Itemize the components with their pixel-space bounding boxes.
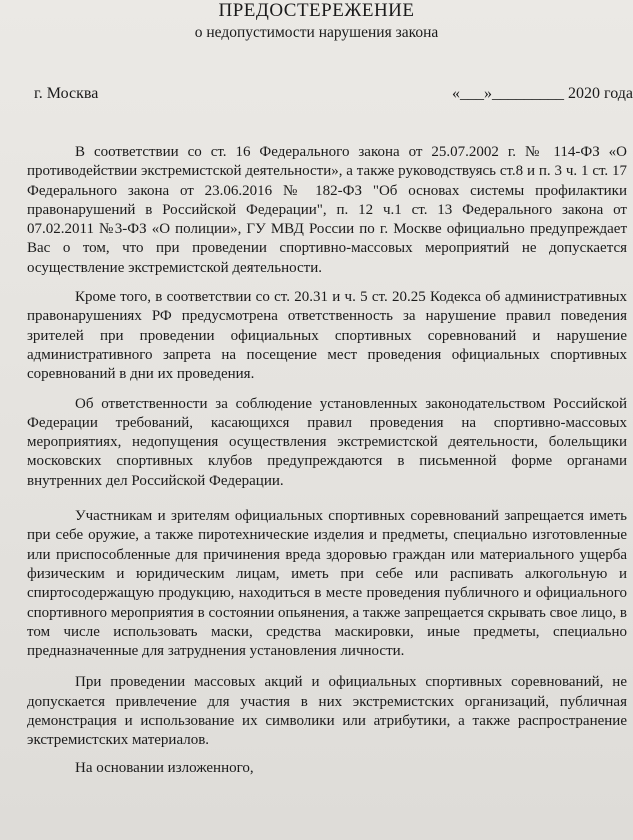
- paragraph-administrative-liability: Кроме того, в соответствии со ст. 20.31 и ч. 5 ст. 20.25 Кодекса об административных правонарушениях РФ предусмотрена ответственность за нарушение правил поведения зрителей при проведении официальных спортивных соревнований и нарушение административного запрета на посещение мест проведения официальных спортивных соревнований в дни их проведения.: [27, 289, 627, 383]
- paragraph-conclusion-start: На основании изложенного,: [75, 759, 254, 776]
- document-subtitle: о недопустимости нарушения закона: [194, 24, 439, 41]
- paragraph-mass-events: При проведении массовых акций и официальных спортивных соревнований, не допускается привлечение для участия в них экстремистских организаций, публичная демонстрация и использование их символики или атрибутики, а также распространение экстремистских материалов.: [27, 674, 627, 749]
- document-title: ПРЕДОСТЕРЕЖЕНИЕ: [218, 0, 415, 21]
- document-body: [27, 143, 627, 778]
- paragraph-responsibility: Об ответственности за соблюдение установленных законодательством Российской Федерации требований, касающихся правил проведения на спортивно-массовых мероприятиях, недопущения осуществления экстремистской деятельности, болельщики московских спортивных клубов предупреждаются в письменной форме органами внутренних дел Российской Федерации.: [27, 395, 627, 489]
- date-line: «___»_________ 2020 года: [452, 85, 633, 102]
- paragraph-prohibitions: Участникам и зрителям официальных спортивных соревнований запрещается иметь при себе оружие, а также пиротехнические изделия и предметы, специально изготовленные или приспособленные для причинения вреда здоровью граждан или материального ущерба физическим и юридическим лицам, иметь при себе или распивать алкогольную и спиртосодержащую продукцию, находиться в месте проведения публичного и официального спортивного мероприятия в состоянии опьянения, а также запрещается скрывать свое лицо, в том числе использовать маски, средства маскировки, иные предметы, специально предназначенные для затруднения установления личности.: [27, 508, 627, 660]
- city-label: г. Москва: [34, 85, 99, 102]
- paragraph-legal-basis: В соответствии со ст. 16 Федерального закона от 25.07.2002 г. № 114-ФЗ «О противодействии экстремистской деятельности», а также руководствуясь ст.8 и п. 3 ч. 1 ст. 17 Федерального закона от 23.06.2016 № 182-ФЗ "Об основах системы профилактики правонарушений в Российской Федерации", п. 12 ч.1 ст. 13 Федерального закона от 07.02.2011 №3-ФЗ «О полиции», ГУ МВД России по г. Москве официально предупреждает Вас о том, что при проведении спортивно-массовых мероприятий не допускается осуществление экстремистской деятельности.: [27, 144, 627, 276]
